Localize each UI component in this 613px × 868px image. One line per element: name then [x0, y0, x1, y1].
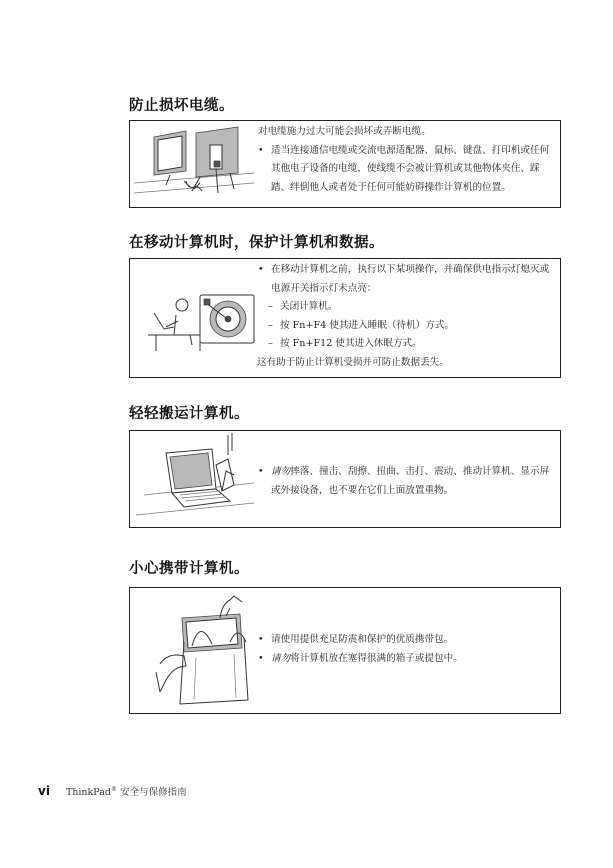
page-number: vi	[38, 784, 50, 798]
dash-icon: –	[268, 319, 273, 331]
cables-notice-box	[129, 120, 561, 208]
bullet-icon: •	[258, 466, 264, 477]
cables-bullet-text: 适当连接通信电缆或交流电源适配器、鼠标、键盘、打印机或任何其他电子设备的电缆，使线缆不会被计算机或其他物体夹住、踩踏、绊倒他人或者处于任何可能妨碍操作计算机的位置。	[271, 144, 550, 193]
bullet-icon: •	[258, 652, 264, 664]
carry-notice-box	[129, 587, 561, 714]
bullet-icon: •	[258, 264, 264, 275]
carry-bullet-case: 将计算机放在塞得很满的箱子或提包中。	[290, 652, 463, 664]
document-title	[66, 784, 187, 798]
heading-handle-gently: 轻轻搬运计算机。	[129, 406, 249, 422]
moving-text	[258, 261, 554, 372]
bullet-icon: •	[258, 144, 264, 156]
moving-dash-shutdown: 关闭计算机。	[280, 301, 338, 312]
carrying-bag-illustration	[130, 588, 258, 713]
moving-dash-sleep: 按 Fn+F4 使其进入睡眠（待机）方式。	[280, 319, 455, 331]
handle-text	[258, 463, 554, 500]
cables-intro: 对电缆施力过大可能会损坏或弄断电缆。	[258, 126, 431, 137]
handle-notice-box	[129, 430, 561, 528]
registered-mark: ®	[111, 785, 118, 793]
moving-notice-box	[129, 258, 561, 378]
page-footer	[38, 784, 187, 798]
heading-carry-carefully: 小心携带计算机。	[129, 561, 249, 577]
list-item	[258, 261, 554, 298]
list-item	[258, 631, 554, 650]
list-item	[258, 335, 554, 354]
cables-text	[258, 123, 554, 197]
moving-bullet-text: 在移动计算机之前，执行以下某项操作，并确保供电指示灯熄灭或电源开关指示灯未点亮：	[271, 264, 550, 294]
laptop-impact-illustration	[130, 431, 258, 527]
carry-text	[258, 631, 554, 668]
handle-warning-emphasis: 请勿	[271, 466, 291, 477]
bullet-icon: •	[258, 634, 264, 645]
dash-icon: –	[268, 338, 273, 349]
brand-name: ThinkPad	[65, 787, 112, 798]
list-item	[258, 317, 554, 336]
handle-bullet-text: 摔落、撞击、刮擦、扭曲、击打、震动、推动计算机、显示屏或外接设备，也不要在它们上面放置重物。	[271, 466, 550, 496]
heading-protect-when-moving: 在移动计算机时，保护计算机和数据。	[129, 235, 384, 251]
list-item	[258, 142, 554, 198]
carry-bullet-bag: 请使用提供充足防震和保护的优质携带包。	[271, 634, 454, 645]
document-subtitle: 安全与保修指南	[120, 787, 187, 798]
dash-icon: –	[268, 301, 273, 312]
list-item	[258, 463, 554, 500]
moving-dash-hibernate: 按 Fn+F12 使其进入休眠方式。	[280, 338, 422, 349]
cable-monitor-illustration	[130, 121, 258, 207]
list-item	[258, 298, 554, 317]
list-item	[258, 650, 554, 669]
heading-protect-cables: 防止损坏电缆。	[129, 98, 234, 114]
moving-footer-text: 这有助于防止计算机受损并可防止数据丢失。	[257, 356, 449, 368]
carry-warning-emphasis: 请勿	[271, 652, 291, 664]
hard-disk-illustration	[130, 259, 258, 377]
